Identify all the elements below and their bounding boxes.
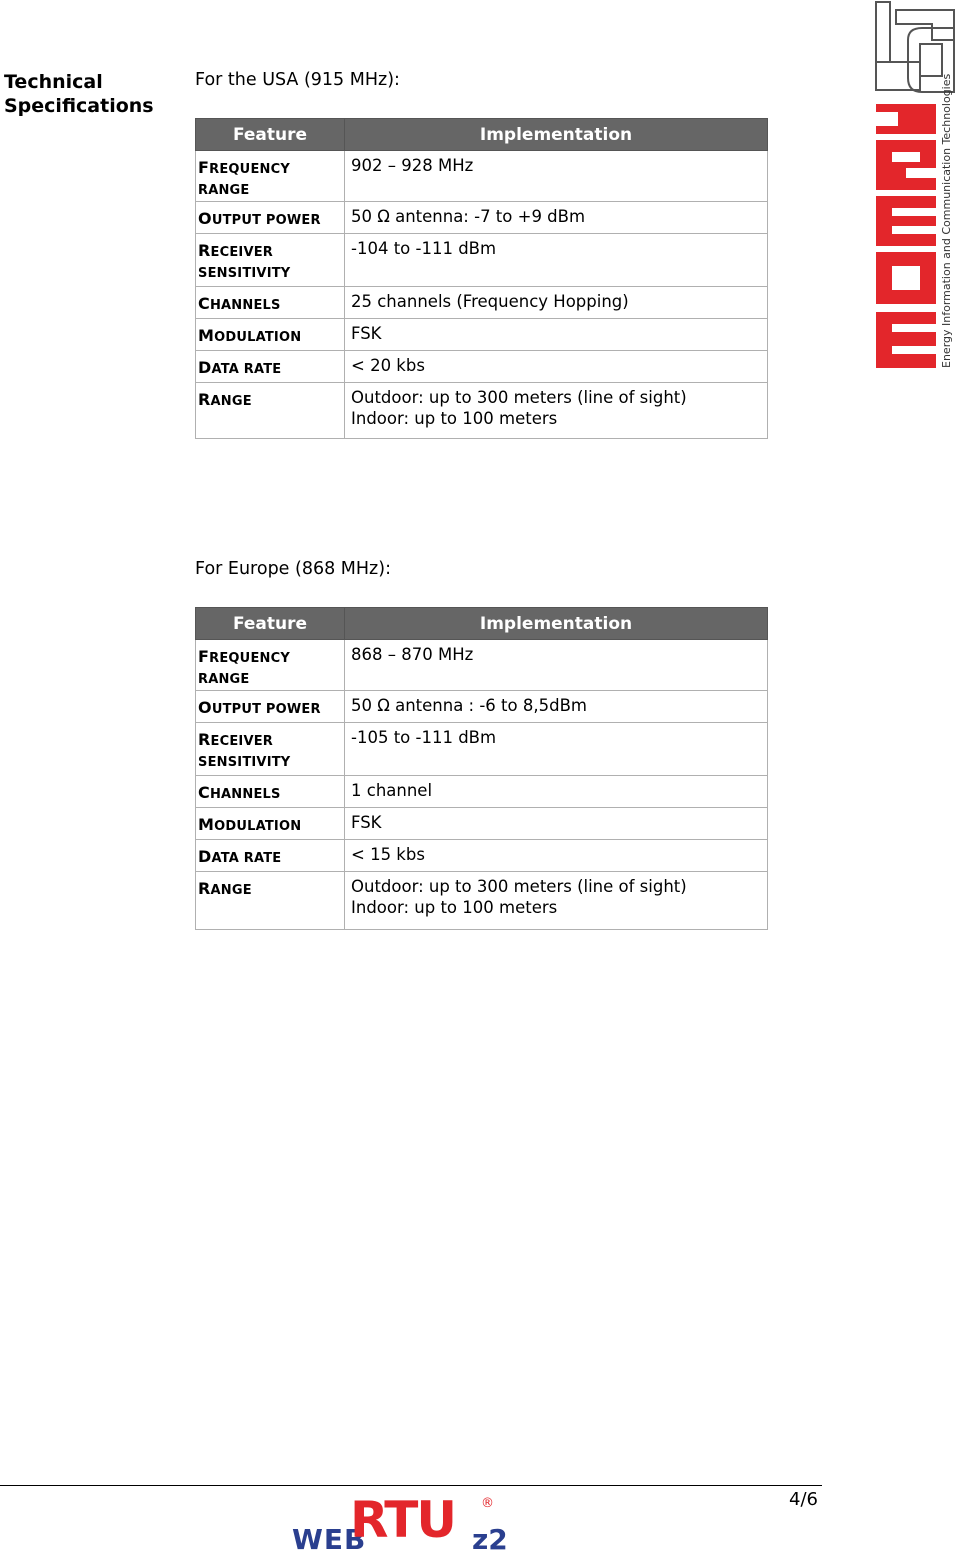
feature-cell <box>196 202 345 234</box>
feature-header: Feature <box>196 608 345 640</box>
implementation-line: -105 to -111 dBm <box>351 728 497 747</box>
implementation-cell <box>345 287 768 319</box>
implementation-cell <box>345 319 768 351</box>
feature-initial: F <box>198 158 210 177</box>
feature-initial: M <box>198 815 215 834</box>
implementation-line: 1 channel <box>351 781 433 800</box>
implementation-cell <box>345 383 768 439</box>
feature-rest: REQUENCY RANGE <box>198 162 290 198</box>
implementation-line: -104 to -111 dBm <box>351 239 497 258</box>
feature-initial: D <box>198 358 212 377</box>
implementation-cell <box>345 776 768 808</box>
feature-initial: R <box>198 241 211 260</box>
feature-cell <box>196 151 345 202</box>
table-row <box>196 872 768 930</box>
energy-ict-logo-image <box>862 0 956 372</box>
feature-rest: ODULATION <box>214 330 302 345</box>
feature-rest: ODULATION <box>214 819 302 834</box>
feature-rest: ECEIVER SENSITIVITY <box>198 245 291 281</box>
table-row <box>196 808 768 840</box>
europe-heading: For Europe (868 MHz): <box>195 559 391 579</box>
table-row <box>196 287 768 319</box>
implementation-line: Indoor: up to 100 meters <box>351 898 558 917</box>
footer-divider <box>0 1485 822 1486</box>
implementation-header: Implementation <box>345 119 768 151</box>
feature-rest: ECEIVER SENSITIVITY <box>198 734 291 770</box>
table-row <box>196 383 768 439</box>
feature-cell <box>196 234 345 287</box>
table-header-row <box>196 608 768 640</box>
feature-cell <box>196 808 345 840</box>
feature-cell <box>196 640 345 691</box>
feature-rest: ANGE <box>210 394 252 409</box>
feature-rest: REQUENCY RANGE <box>198 651 290 687</box>
europe-spec-table <box>195 607 768 930</box>
section-heading-line2: Specifications <box>4 95 154 117</box>
table-row <box>196 151 768 202</box>
table-row <box>196 840 768 872</box>
section-heading <box>4 70 164 118</box>
feature-initial: R <box>198 879 211 898</box>
feature-cell <box>196 691 345 723</box>
implementation-cell <box>345 872 768 930</box>
table-row <box>196 776 768 808</box>
feature-rest: ATA RATE <box>211 851 282 866</box>
feature-cell <box>196 351 345 383</box>
feature-cell <box>196 287 345 319</box>
implementation-line: 902 – 928 MHz <box>351 156 474 175</box>
implementation-cell <box>345 640 768 691</box>
implementation-line: 50 Ω antenna : -6 to 8,5dBm <box>351 696 587 715</box>
implementation-cell <box>345 808 768 840</box>
feature-rest: ANGE <box>210 883 252 898</box>
feature-initial: O <box>198 698 212 717</box>
feature-cell <box>196 383 345 439</box>
implementation-line: < 20 kbs <box>351 356 425 375</box>
section-heading-line1: Technical <box>4 71 103 93</box>
implementation-line: Outdoor: up to 300 meters (line of sight) <box>351 388 687 407</box>
implementation-line: FSK <box>351 324 382 343</box>
svg-text:RTU: RTU <box>350 1491 455 1549</box>
table-header-row <box>196 119 768 151</box>
implementation-line: Indoor: up to 100 meters <box>351 409 558 428</box>
feature-cell <box>196 776 345 808</box>
logo-tagline-graphic: Energy Information and Communication Technologies <box>940 73 953 368</box>
usa-spec-table <box>195 118 768 439</box>
implementation-line: 50 Ω antenna: -7 to +9 dBm <box>351 207 586 226</box>
feature-rest: ATA RATE <box>211 362 282 377</box>
feature-initial: R <box>198 390 211 409</box>
usa-heading: For the USA (915 MHz): <box>195 70 400 90</box>
feature-rest: UTPUT POWER <box>211 702 321 717</box>
implementation-header: Implementation <box>345 608 768 640</box>
feature-rest: HANNELS <box>209 787 281 802</box>
implementation-cell <box>345 840 768 872</box>
feature-rest: UTPUT POWER <box>211 213 321 228</box>
implementation-line: FSK <box>351 813 382 832</box>
webrtu-z2-logo <box>290 1489 520 1556</box>
implementation-line: < 15 kbs <box>351 845 425 864</box>
feature-cell <box>196 840 345 872</box>
feature-cell <box>196 872 345 930</box>
webrtu-z2-logo-image <box>290 1489 520 1552</box>
implementation-line: 25 channels (Frequency Hopping) <box>351 292 629 311</box>
page-number: 4/6 <box>789 1489 818 1510</box>
table-row <box>196 351 768 383</box>
feature-header: Feature <box>196 119 345 151</box>
feature-rest: HANNELS <box>209 298 281 313</box>
implementation-line: 868 – 870 MHz <box>351 645 474 664</box>
implementation-cell <box>345 151 768 202</box>
svg-text:WEB: WEB <box>292 1523 367 1552</box>
feature-initial: M <box>198 326 215 345</box>
feature-cell <box>196 319 345 351</box>
implementation-cell <box>345 723 768 776</box>
implementation-cell <box>345 202 768 234</box>
table-row <box>196 202 768 234</box>
table-row <box>196 234 768 287</box>
implementation-cell <box>345 351 768 383</box>
svg-text:®: ® <box>481 1496 494 1511</box>
feature-initial: C <box>198 294 210 313</box>
implementation-cell <box>345 234 768 287</box>
energy-ict-logo <box>862 0 956 376</box>
table-row <box>196 691 768 723</box>
table-row <box>196 723 768 776</box>
table-row <box>196 319 768 351</box>
feature-initial: C <box>198 783 210 802</box>
table-row <box>196 640 768 691</box>
feature-initial: D <box>198 847 212 866</box>
feature-initial: F <box>198 647 210 666</box>
implementation-cell <box>345 691 768 723</box>
feature-initial: R <box>198 730 211 749</box>
implementation-line: Outdoor: up to 300 meters (line of sight) <box>351 877 687 896</box>
feature-cell <box>196 723 345 776</box>
feature-initial: O <box>198 209 212 228</box>
svg-text:z2: z2 <box>472 1523 508 1552</box>
